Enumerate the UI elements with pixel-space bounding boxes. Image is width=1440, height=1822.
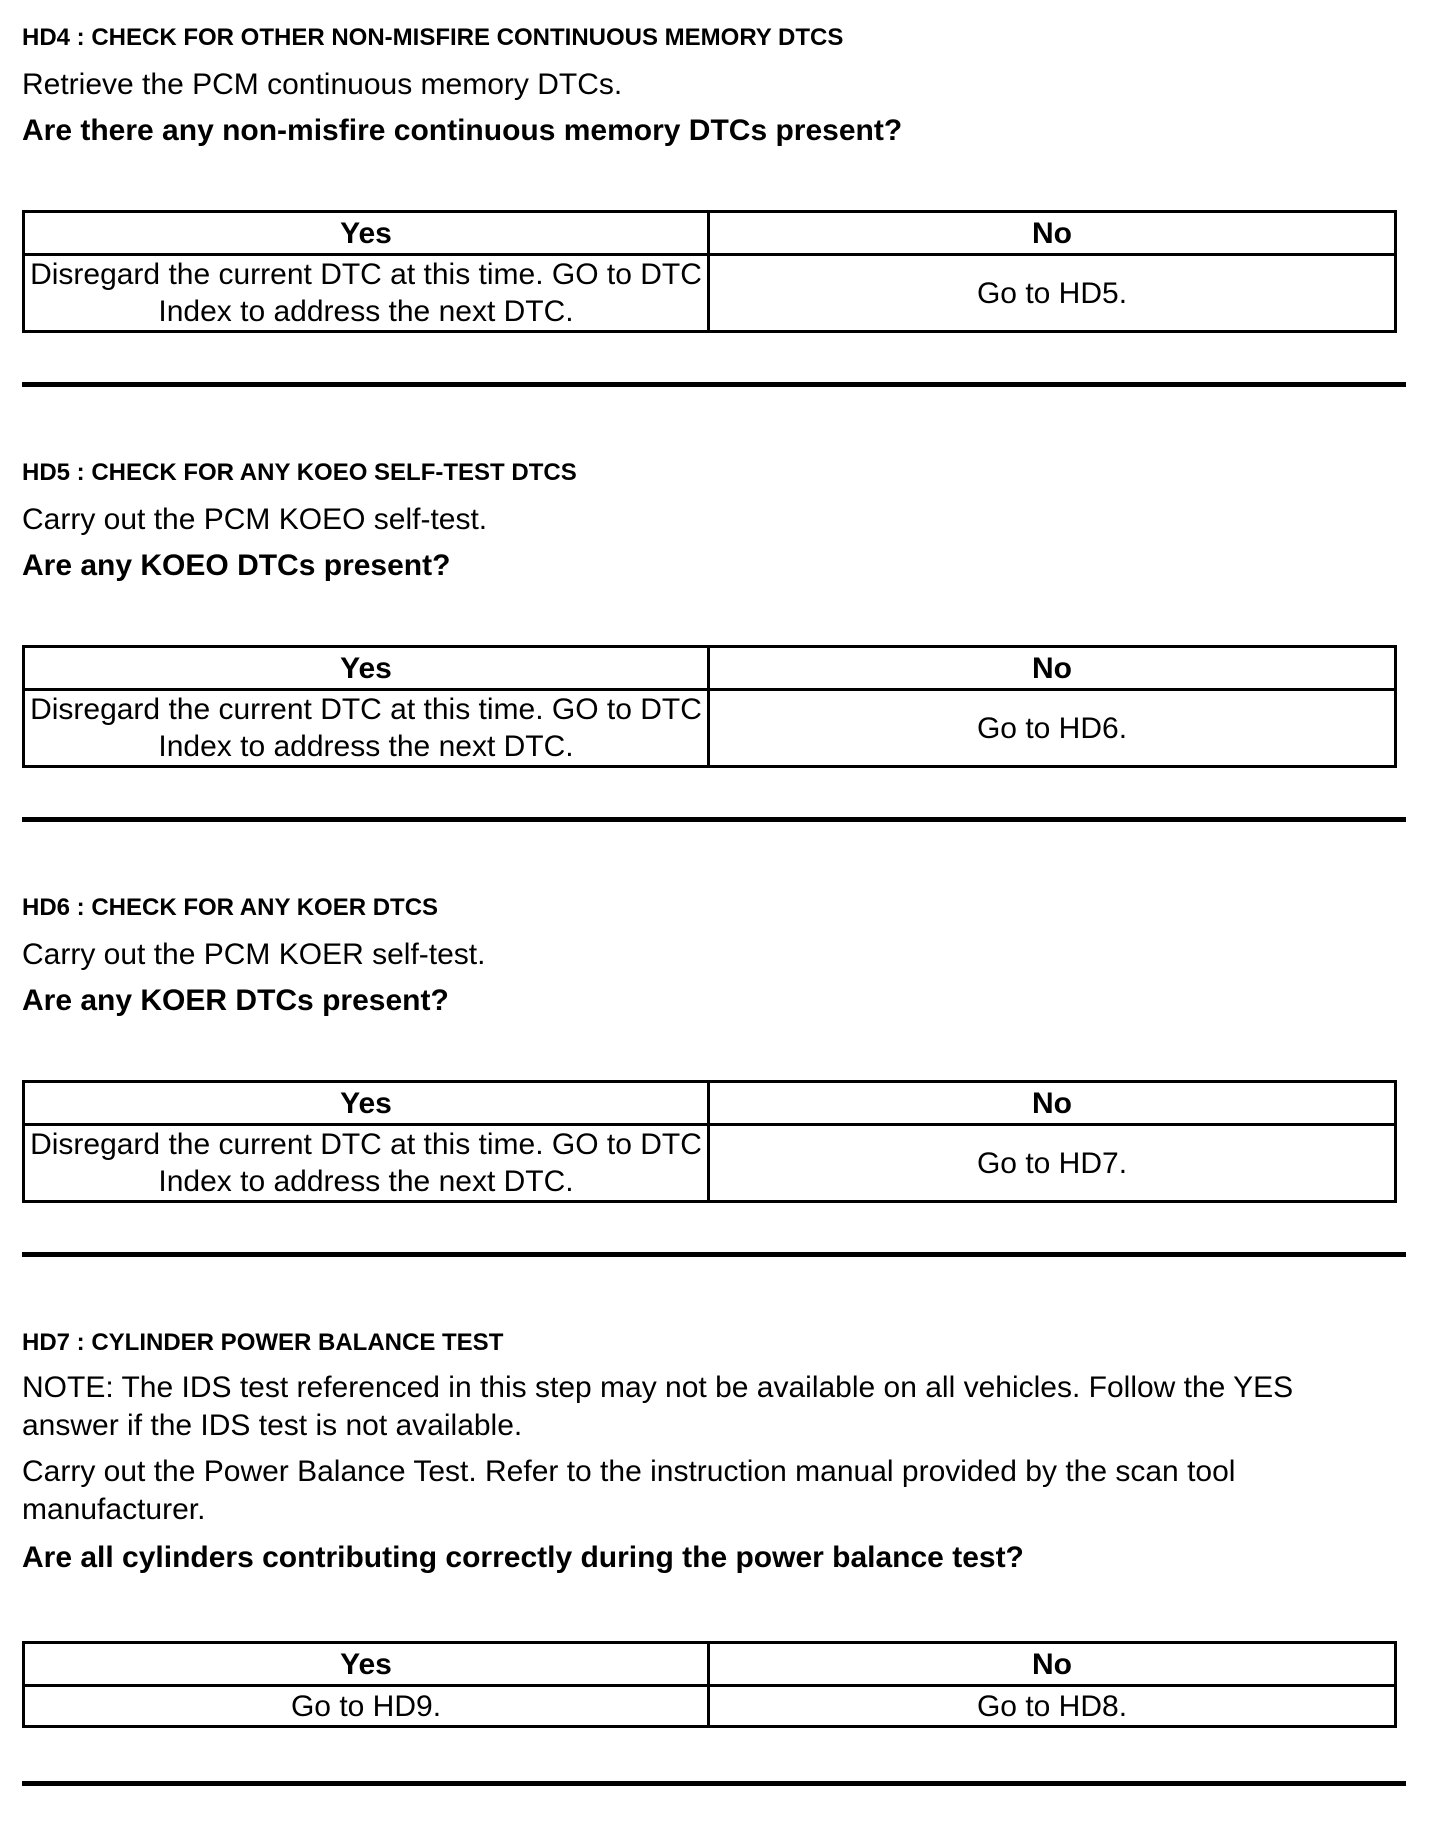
instruction-text: Carry out the PCM KOEO self-test. <box>22 503 488 536</box>
yes-header: Yes <box>24 212 709 255</box>
step-heading: HD6 : CHECK FOR ANY KOER DTCS <box>22 894 439 921</box>
no-action: Go to HD7. <box>709 1125 1396 1202</box>
answer-table <box>22 1080 1397 1203</box>
step-question: Are any KOER DTCs present? <box>22 984 449 1017</box>
step-heading: HD5 : CHECK FOR ANY KOEO SELF-TEST DTCS <box>22 459 577 486</box>
yes-header: Yes <box>24 647 709 690</box>
no-header: No <box>709 1082 1396 1125</box>
yes-header: Yes <box>24 1643 709 1686</box>
section-divider <box>22 1252 1406 1257</box>
answer-table <box>22 1641 1397 1728</box>
section-divider <box>22 382 1406 387</box>
no-header: No <box>709 647 1396 690</box>
instruction-text: Carry out the PCM KOER self-test. <box>22 938 486 971</box>
yes-action: Disregard the current DTC at this time. GO to DTC Index to address the next DTC. <box>24 690 709 767</box>
answer-table <box>22 645 1397 768</box>
no-header: No <box>709 212 1396 255</box>
yes-header: Yes <box>24 1082 709 1125</box>
section-divider <box>22 817 1406 822</box>
step-question: Are any KOEO DTCs present? <box>22 549 451 582</box>
no-action: Go to HD6. <box>709 690 1396 767</box>
section-divider <box>22 1781 1406 1786</box>
step-heading: HD4 : CHECK FOR OTHER NON-MISFIRE CONTINUOUS MEMORY DTCS <box>22 24 844 51</box>
instruction-text: Retrieve the PCM continuous memory DTCs. <box>22 68 623 101</box>
no-action: Go to HD8. <box>709 1686 1396 1727</box>
yes-action: Disregard the current DTC at this time. GO to DTC Index to address the next DTC. <box>24 255 709 332</box>
no-header: No <box>709 1643 1396 1686</box>
answer-table <box>22 210 1397 333</box>
instruction-text: Carry out the Power Balance Test. Refer to the instruction manual provided by the scan tool manufacturer. <box>22 1455 1236 1526</box>
step-question: Are there any non-misfire continuous memory DTCs present? <box>22 114 903 147</box>
yes-action: Go to HD9. <box>24 1686 709 1727</box>
step-question: Are all cylinders contributing correctly during the power balance test? <box>22 1541 1024 1574</box>
no-action: Go to HD5. <box>709 255 1396 332</box>
note-text: NOTE: The IDS test referenced in this step may not be available on all vehicles. Follow the YES answer if the IDS test is not available. <box>22 1371 1294 1442</box>
yes-action: Disregard the current DTC at this time. GO to DTC Index to address the next DTC. <box>24 1125 709 1202</box>
step-heading: HD7 : CYLINDER POWER BALANCE TEST <box>22 1329 504 1356</box>
